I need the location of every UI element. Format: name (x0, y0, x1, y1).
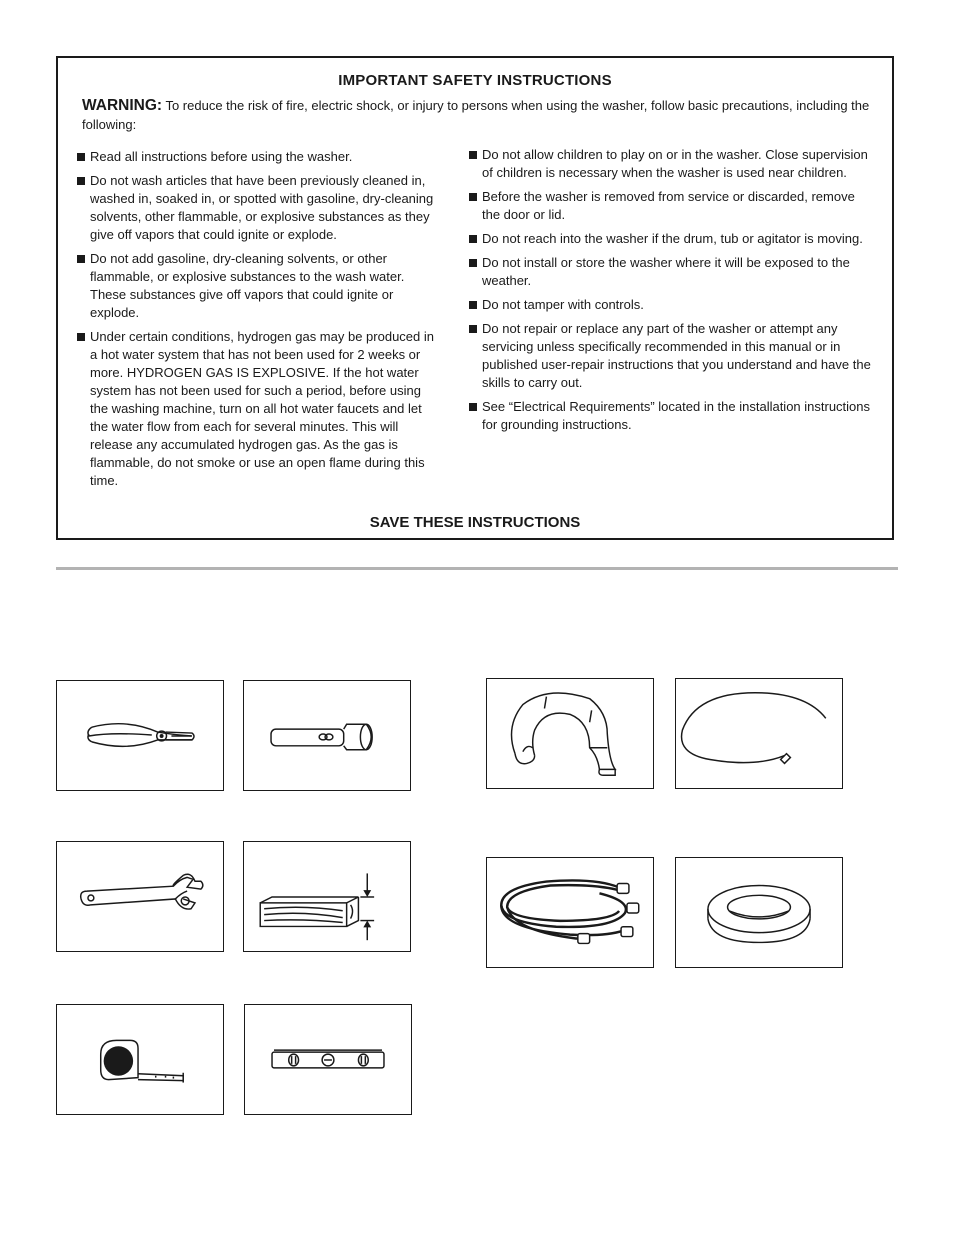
safety-instructions-box (56, 56, 894, 540)
tool-level (244, 1004, 412, 1115)
tool-flashlight (243, 680, 411, 791)
level-icon (245, 1005, 411, 1114)
safety-item: Read all instructions before using the washer. (76, 148, 438, 166)
section-divider (56, 567, 898, 570)
adjustable-wrench-icon (57, 842, 223, 951)
warning-text: To reduce the risk of fire, electric shock, or injury to persons when using the washer, follow basic precautions, including the following: (82, 98, 870, 132)
safety-list-left (76, 148, 438, 496)
safety-title: IMPORTANT SAFETY INSTRUCTIONS (338, 72, 612, 89)
safety-item: Do not add gasoline, dry-cleaning solvents, or other flammable, or explosive substances to the wash water. These substances give off vapors that could ignite or explode. (76, 250, 438, 322)
warning-label: WARNING: (82, 97, 163, 114)
safety-item: Do not allow children to play on or in the washer. Close supervision of children is necessary when the washer is used near children. (468, 146, 873, 182)
safety-item: Do not reach into the washer if the drum, tub or agitator is moving. (468, 230, 873, 248)
save-instructions-text: SAVE THESE INSTRUCTIONS (369, 514, 581, 531)
safety-item: Do not install or store the washer where it will be exposed to the weather. (468, 254, 873, 290)
flashlight-icon (244, 681, 410, 790)
safety-item: Do not wash articles that have been previously cleaned in, washed in, soaked in, or spotted with gasoline, dry-cleaning solvents, other flammable, or explosive substances as they give off vapors that could ignite or explode. (76, 172, 438, 244)
safety-list-right (468, 146, 873, 440)
safety-item: Under certain conditions, hydrogen gas may be produced in a hot water system that has not been used for 2 weeks or more. HYDROGEN GAS IS EXPLOSIVE. If the hot water system has not been used for such a period, before using the washing machine, turn on all hot water faucets and let the water flow from each for several minutes. This will release any accumulated hydrogen gas. As the gas is flammable, do not smoke or use an open flame during this time. (76, 328, 438, 490)
safety-item: See “Electrical Requirements” located in the installation instructions for grounding instructions. (468, 398, 873, 434)
part-flat-washer (675, 857, 843, 968)
flat-washer-icon (676, 858, 842, 967)
pliers-icon (57, 681, 223, 790)
safety-item: Do not repair or replace any part of the washer or attempt any servicing unless specifically recommended in this manual or in published user-repair instructions that you understand and have the skills to carry out. (468, 320, 873, 392)
tool-wood-block (243, 841, 411, 952)
warning-paragraph (82, 96, 872, 134)
beaded-strap-icon (676, 679, 842, 788)
tool-adjustable-wrench (56, 841, 224, 952)
part-drain-hose-form (486, 678, 654, 789)
safety-item: Before the washer is removed from service or discarded, remove the door or lid. (468, 188, 873, 224)
wood-block-icon (244, 842, 410, 951)
tool-pliers (56, 680, 224, 791)
part-beaded-strap (675, 678, 843, 789)
inlet-hoses-icon (487, 858, 653, 967)
tool-tape-measure (56, 1004, 224, 1115)
tape-measure-icon (57, 1005, 223, 1114)
part-inlet-hoses (486, 857, 654, 968)
safety-item: Do not tamper with controls. (468, 296, 873, 314)
drain-hose-form-icon (487, 679, 653, 788)
